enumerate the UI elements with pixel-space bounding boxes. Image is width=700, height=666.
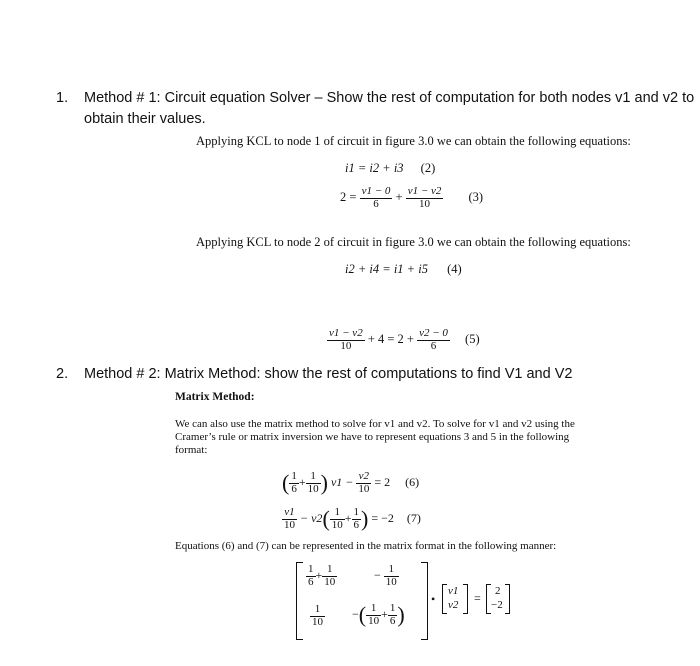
item2-number: 2. [56, 366, 69, 382]
vector-entry-v2: v2 [448, 599, 459, 611]
equation-6-var: v1 − [330, 474, 354, 489]
fraction [406, 186, 444, 210]
equation-4 [345, 262, 462, 277]
fraction-numerator: 1 [384, 564, 399, 577]
fraction [310, 604, 325, 628]
fraction-numerator: v1 − v2 [329, 327, 363, 339]
vector-entry-v1: v1 [448, 585, 459, 597]
fraction [282, 507, 297, 531]
equation-3-label: (3) [468, 189, 484, 204]
equation-7-rhs: = −2 [371, 510, 394, 525]
right-paren: ) [361, 506, 369, 531]
fraction-denominator: 10 [385, 575, 397, 588]
equation-6 [282, 470, 419, 496]
equation-7 [282, 506, 421, 532]
fraction-numerator: v1 − v2 [407, 185, 442, 197]
equation-4-label: (4) [447, 262, 462, 276]
fraction [360, 186, 393, 210]
equation-5-label: (5) [465, 331, 480, 346]
plus-sign: + [315, 567, 323, 582]
rhs-entry-2: −2 [491, 599, 503, 611]
equation-5 [327, 328, 480, 352]
fraction-denominator: 10 [324, 575, 336, 588]
rhs-vector [486, 584, 510, 614]
equation-2-body: i1 = i2 + i3 [345, 161, 404, 175]
rhs-right-bracket [505, 584, 510, 614]
variable-vector [442, 584, 468, 614]
fraction-denominator: 10 [340, 339, 352, 352]
equation-5-middle: + 4 = 2 + [367, 331, 414, 346]
equation-6-rhs: = 2 [374, 474, 391, 489]
fraction [417, 328, 450, 352]
fraction-denominator: 10 [419, 197, 431, 210]
fraction [330, 507, 345, 531]
fraction-numerator: 1 [353, 505, 360, 518]
left-paren: ( [358, 602, 367, 627]
fraction-denominator: 6 [430, 339, 437, 352]
fraction-numerator: 1 [322, 564, 337, 577]
equation-4-body: i2 + i4 = i1 + i5 [345, 262, 428, 276]
plus-sign: + [381, 606, 388, 621]
fraction-numerator: 1 [308, 563, 314, 575]
fraction-denominator: 10 [312, 615, 323, 628]
fraction [384, 564, 399, 588]
rhs-entry-1: 2 [495, 585, 501, 597]
matrix-cell-22 [352, 602, 405, 628]
matrix-equals: = [474, 591, 481, 605]
item1-title-line2: obtain their values. [84, 111, 206, 127]
equation-7-var: − v2 [300, 510, 323, 525]
fraction [352, 507, 362, 531]
coefficient-matrix [296, 562, 428, 640]
matrix-cell-21 [310, 604, 325, 628]
kcl-node2-text: Applying KCL to node 2 of circuit in figure 3.0 we can obtain the following equations: [196, 235, 631, 249]
matrix-paragraph-line2: Cramer’s rule or matrix inversion we have to represent equations 3 and 5 in the following [175, 431, 570, 443]
matrix-intro-text: Equations (6) and (7) can be represented in the matrix format in the following manner: [175, 540, 557, 552]
matrix-paragraph-line1: We can also use the matrix method to solve for v1 and v2. To solve for v1 and v2 using the [175, 418, 575, 430]
item1-number: 1. [56, 90, 69, 106]
fraction-denominator: 10 [368, 614, 380, 627]
fraction-denominator: 6 [291, 482, 297, 495]
fraction [306, 471, 321, 495]
item2-title: Method # 2: Matrix Method: show the rest of computations to find V1 and V2 [84, 366, 573, 382]
equation-6-label: (6) [405, 474, 420, 489]
fraction-numerator: 1 [310, 604, 325, 617]
fraction-numerator: 1 [366, 603, 381, 616]
fraction [289, 471, 299, 495]
fraction [327, 328, 365, 352]
fraction-denominator: 6 [308, 575, 314, 588]
matrix-method-heading: Matrix Method: [175, 391, 255, 403]
fraction-denominator: 10 [331, 518, 343, 531]
left-paren: ( [322, 506, 330, 531]
fraction-denominator: 10 [358, 482, 370, 495]
plus-sign: + [344, 510, 352, 525]
minus-sign: − [352, 606, 359, 621]
fraction-denominator: 6 [373, 197, 379, 210]
plus-sign: + [298, 474, 306, 489]
matrix-cell-11 [306, 564, 337, 588]
fraction-numerator: 1 [330, 507, 345, 520]
plus-sign: + [395, 189, 403, 204]
fraction-numerator: v1 [282, 507, 297, 520]
equation-2 [345, 161, 435, 176]
fraction-numerator: v2 − 0 [419, 327, 448, 339]
equation-3-lhs: 2 = [340, 189, 357, 204]
fraction-denominator: 6 [353, 518, 360, 531]
fraction-numerator: v1 − 0 [361, 185, 391, 197]
equation-3 [340, 186, 483, 210]
matrix-cell-12 [374, 564, 399, 588]
fraction [388, 603, 398, 627]
equation-7-label: (7) [406, 510, 421, 525]
fraction [306, 564, 316, 588]
left-paren: ( [282, 470, 290, 495]
matrix-left-bracket [296, 562, 303, 640]
fraction-numerator: 1 [389, 601, 396, 614]
matrix-dot: • [431, 592, 436, 606]
item1-title-line1: Method # 1: Circuit equation Solver – Show the rest of computation for both nodes v1 and v2 to [84, 90, 695, 106]
fraction [356, 471, 371, 495]
vector-left-bracket [442, 584, 447, 614]
matrix-right-bracket [421, 562, 428, 640]
matrix-paragraph-line3: format: [175, 444, 208, 456]
equation-2-label: (2) [420, 161, 436, 175]
fraction-denominator: 6 [389, 614, 396, 627]
minus-sign: − [374, 567, 381, 582]
fraction-numerator: v2 [356, 471, 371, 484]
vector-right-bracket [463, 584, 468, 614]
fraction-numerator: 1 [291, 469, 297, 482]
kcl-node1-text: Applying KCL to node 1 of circuit in figure 3.0 we can obtain the following equations: [196, 134, 631, 148]
fraction-denominator: 10 [307, 482, 319, 495]
fraction-denominator: 10 [284, 518, 295, 531]
fraction [366, 603, 381, 627]
fraction-numerator: 1 [306, 471, 321, 484]
fraction [322, 564, 337, 588]
right-paren: ) [320, 470, 328, 495]
right-paren: ) [397, 602, 405, 627]
